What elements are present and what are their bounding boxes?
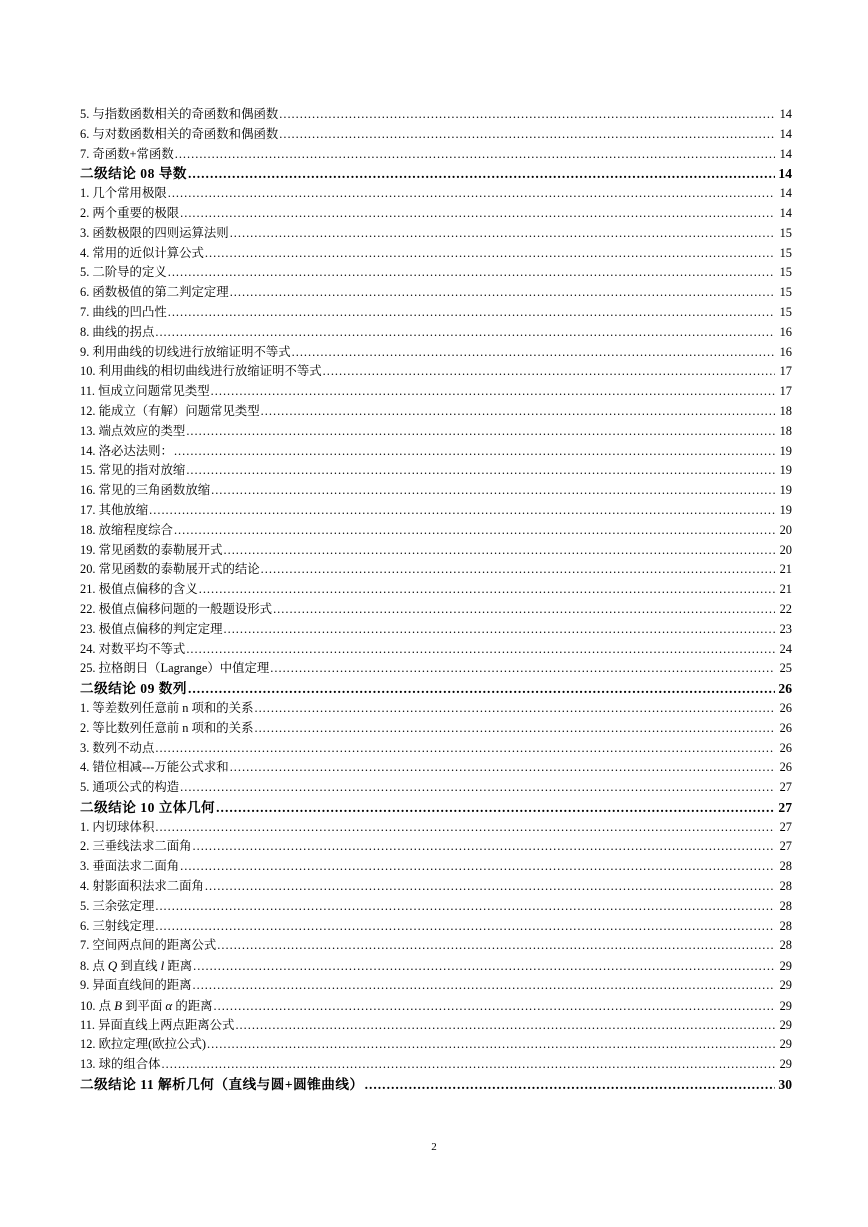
toc-entry[interactable] [80, 659, 792, 679]
dot-leader [211, 382, 775, 402]
toc-entry-page: 19 [779, 502, 792, 517]
toc-entry-title: 5. 通项公式的构造 [80, 780, 180, 795]
dot-leader [186, 422, 775, 442]
toc-entry[interactable] [80, 402, 792, 422]
toc-entry-page: 27 [779, 839, 792, 854]
dot-leader [186, 461, 775, 481]
dot-leader [279, 105, 775, 125]
toc-entry[interactable] [80, 936, 792, 956]
toc-entry-title: 4. 射影面积法求二面角 [80, 879, 204, 894]
toc-entry[interactable] [80, 145, 792, 165]
toc-entry-page: 26 [779, 700, 792, 715]
dot-leader [235, 1016, 775, 1036]
dot-leader [193, 957, 775, 976]
toc-entry[interactable] [80, 837, 792, 857]
toc-entry-title [80, 996, 213, 1016]
toc-entry-title: 3. 垂面法求二面角 [80, 859, 180, 874]
toc-entry-page: 27 [778, 799, 792, 815]
dot-leader [149, 501, 775, 521]
toc-entry-page: 28 [779, 918, 792, 933]
dot-leader [217, 936, 775, 956]
toc-entry-title: 7. 曲线的凹凸性 [80, 304, 167, 319]
dot-leader [224, 620, 776, 640]
toc-entry-title: 1. 等差数列任意前 n 项和的关系 [80, 700, 254, 715]
toc-entry-page: 18 [779, 403, 792, 418]
toc-entry-page: 29 [779, 1057, 792, 1072]
dot-leader [155, 818, 775, 838]
dot-leader [205, 244, 775, 264]
toc-entry-title-part: 到平面 [122, 998, 166, 1013]
math-symbol: α [165, 997, 173, 1013]
toc-entry-page: 29 [779, 998, 792, 1013]
toc-entry-title: 2. 两个重要的极限 [80, 205, 180, 220]
toc-entry-page: 14 [779, 146, 792, 161]
dot-leader [155, 897, 775, 917]
toc-entry-title-part: 到直线 [117, 959, 161, 974]
toc-entry[interactable] [80, 739, 792, 759]
toc-entry[interactable] [80, 996, 792, 1016]
toc-entry-page: 20 [779, 542, 792, 557]
toc-entry-title: 4. 常用的近似计算公式 [80, 245, 204, 260]
toc-entry-title: 9. 利用曲线的切线进行放缩证明不等式 [80, 344, 291, 359]
toc-entry-title: 7. 奇函数+常函数 [80, 146, 174, 161]
toc-entry-title: 15. 常见的指对放缩 [80, 463, 186, 478]
dot-leader [207, 1035, 775, 1055]
toc-entry[interactable] [80, 481, 792, 501]
toc-entry-page: 26 [779, 740, 792, 755]
toc-entry[interactable] [80, 699, 792, 719]
toc-entry-title: 25. 拉格朗日（Lagrange）中值定理 [80, 661, 270, 676]
toc-entry-title: 4. 错位相减---万能公式求和 [80, 760, 229, 775]
toc-entry-page: 21 [779, 582, 792, 597]
dot-leader [155, 323, 775, 343]
toc-entry-title: 18. 放缩程度综合 [80, 522, 173, 537]
dot-leader [199, 580, 775, 600]
page-number: 2 [431, 1141, 437, 1153]
toc-entry[interactable] [80, 560, 792, 580]
toc-entry-page: 20 [779, 522, 792, 537]
toc-entry-title: 5. 三余弦定理 [80, 898, 155, 913]
dot-leader [188, 679, 775, 699]
toc-entry-title: 5. 二阶导的定义 [80, 265, 167, 280]
toc-entry-page: 15 [779, 285, 792, 300]
toc-entry-page: 26 [778, 681, 792, 697]
toc-entry-title: 6. 三射线定理 [80, 918, 155, 933]
toc-entry[interactable] [80, 580, 792, 600]
toc-entry-page: 29 [779, 1017, 792, 1032]
toc-chapter-entry[interactable] [80, 164, 792, 184]
toc-chapter-entry[interactable] [80, 1075, 792, 1095]
toc-entry[interactable] [80, 244, 792, 264]
dot-leader [180, 204, 775, 224]
toc-entry-title: 12. 能成立（有解）问题常见类型 [80, 403, 260, 418]
toc-entry-title: 1. 几个常用极限 [80, 186, 167, 201]
toc-entry-title: 11. 恒成立问题常见类型 [80, 384, 210, 399]
dot-leader [188, 164, 775, 184]
toc-entry-title: 9. 异面直线间的距离 [80, 978, 192, 993]
toc-entry-page: 22 [779, 601, 792, 616]
toc-entry[interactable] [80, 224, 792, 244]
toc-entry[interactable] [80, 541, 792, 561]
toc-entry-title: 6. 与对数函数相关的奇函数和偶函数 [80, 126, 279, 141]
dot-leader [230, 224, 775, 244]
toc-entry-page: 19 [779, 463, 792, 478]
toc-entry-title-part: 10. 点 [80, 998, 115, 1013]
toc-entry-title: 7. 空间两点间的距离公式 [80, 938, 217, 953]
toc-entry-page: 19 [779, 483, 792, 498]
toc-entry-title: 二级结论 09 数列 [80, 681, 187, 697]
toc-entry-page: 16 [779, 344, 792, 359]
toc-entry-page: 28 [779, 859, 792, 874]
toc-entry[interactable] [80, 1035, 792, 1055]
toc-entry[interactable] [80, 818, 792, 838]
toc-entry-title: 13. 端点效应的类型 [80, 423, 186, 438]
toc-entry[interactable] [80, 442, 792, 462]
toc-entry-page: 15 [779, 225, 792, 240]
toc-entry-page: 14 [778, 166, 792, 182]
dot-leader [273, 600, 775, 620]
toc-entry-title: 20. 常见函数的泰勒展开式的结论 [80, 562, 260, 577]
toc-entry-page: 29 [779, 959, 792, 974]
toc-entry-page: 25 [779, 661, 792, 676]
dot-leader [365, 1075, 775, 1095]
dot-leader [205, 877, 775, 897]
dot-leader [180, 778, 775, 798]
toc-entry-page: 15 [779, 265, 792, 280]
dot-leader [230, 283, 775, 303]
toc-entry-page: 15 [779, 245, 792, 260]
math-symbol: Q [107, 958, 118, 974]
toc-entry[interactable] [80, 917, 792, 937]
toc-entry-title: 17. 其他放缩 [80, 502, 149, 517]
toc-entry[interactable] [80, 382, 792, 402]
dot-leader [168, 263, 775, 283]
toc-entry-page: 26 [779, 760, 792, 775]
dot-leader [216, 798, 775, 818]
toc-entry[interactable] [80, 105, 792, 125]
toc-entry[interactable] [80, 956, 792, 976]
dot-leader [186, 640, 775, 660]
toc-entry-title [80, 956, 192, 976]
toc-entry-title: 12. 欧拉定理(欧拉公式) [80, 1037, 206, 1052]
toc-entry-page: 18 [779, 423, 792, 438]
toc-entry[interactable] [80, 897, 792, 917]
toc-entry-page: 14 [779, 205, 792, 220]
math-symbol: B [114, 997, 123, 1013]
toc-entry[interactable] [80, 778, 792, 798]
toc-entry-page: 28 [779, 938, 792, 953]
toc-entry[interactable] [80, 263, 792, 283]
toc-entry-page: 17 [779, 384, 792, 399]
toc-entry-title: 二级结论 10 立体几何 [80, 799, 216, 815]
toc-entry-title: 23. 极值点偏移的判定定理 [80, 621, 223, 636]
toc-entry-page: 21 [779, 562, 792, 577]
dot-leader [193, 976, 775, 996]
toc-chapter-entry[interactable] [80, 798, 792, 818]
toc-entry-title: 3. 函数极限的四则运算法则 [80, 225, 229, 240]
toc-entry-title: 13. 球的组合体 [80, 1057, 161, 1072]
toc-entry-page: 27 [779, 819, 792, 834]
toc-entry-title: 11. 异面直线上两点距离公式 [80, 1017, 235, 1032]
toc-entry-title: 1. 内切球体积 [80, 819, 155, 834]
toc-entry[interactable] [80, 600, 792, 620]
toc-entry[interactable] [80, 640, 792, 660]
dot-leader [162, 1055, 775, 1075]
toc-entry-page: 29 [779, 978, 792, 993]
toc-entry-page: 17 [779, 364, 792, 379]
toc-entry-page: 16 [779, 324, 792, 339]
dot-leader [174, 442, 775, 462]
toc-entry-title: 22. 极值点偏移问题的一般题设形式 [80, 601, 273, 616]
toc-entry[interactable] [80, 343, 792, 363]
toc-entry-page: 14 [779, 126, 792, 141]
toc-entry[interactable] [80, 323, 792, 343]
toc-entry-page: 29 [779, 1037, 792, 1052]
toc-entry[interactable] [80, 719, 792, 739]
dot-leader [214, 997, 775, 1016]
toc-entry[interactable] [80, 976, 792, 996]
toc-entry[interactable] [80, 461, 792, 481]
dot-leader [155, 917, 775, 937]
math-symbol: l [160, 958, 165, 974]
dot-leader [180, 857, 775, 877]
dot-leader [254, 719, 775, 739]
toc-entry[interactable] [80, 620, 792, 640]
toc-entry-page: 27 [779, 780, 792, 795]
toc-entry[interactable] [80, 1055, 792, 1075]
toc-entry-page: 23 [779, 621, 792, 636]
toc-entry-page: 14 [779, 107, 792, 121]
toc-entry-title: 10. 利用曲线的相切曲线进行放缩证明不等式 [80, 364, 322, 379]
toc-entry-title-part: 的距离 [172, 998, 213, 1013]
dot-leader [155, 739, 775, 759]
toc-entry-title: 二级结论 08 导数 [80, 166, 187, 182]
dot-leader [193, 837, 775, 857]
toc-entry-title: 21. 极值点偏移的含义 [80, 582, 198, 597]
toc-entry-page: 28 [779, 898, 792, 913]
toc-entry[interactable] [80, 362, 792, 382]
dot-leader [292, 343, 775, 363]
toc-entry-title: 2. 三垂线法求二面角 [80, 839, 192, 854]
toc-entry-page: 14 [779, 186, 792, 201]
toc-entry-title: 3. 数列不动点 [80, 740, 155, 755]
toc-entry-page: 15 [779, 304, 792, 319]
dot-leader [168, 184, 775, 204]
dot-leader [230, 758, 775, 778]
toc-chapter-entry[interactable] [80, 679, 792, 699]
toc-entry-title: 8. 曲线的拐点 [80, 324, 155, 339]
toc-entry[interactable] [80, 1016, 792, 1036]
toc-entry[interactable] [80, 204, 792, 224]
toc-entry[interactable] [80, 303, 792, 323]
toc-entry-title: 二级结论 11 解析几何（直线与圆+圆锥曲线） [80, 1077, 364, 1093]
toc-entry-page: 24 [779, 641, 792, 656]
dot-leader [270, 659, 775, 679]
toc-entry-title: 5. 与指数函数相关的奇函数和偶函数 [80, 107, 279, 121]
toc-entry-title: 2. 等比数列任意前 n 项和的关系 [80, 720, 254, 735]
toc-entry[interactable] [80, 283, 792, 303]
toc-entry[interactable] [80, 877, 792, 897]
toc-entry-title-part: 8. 点 [80, 959, 108, 974]
dot-leader [279, 125, 775, 145]
toc-entry-title: 24. 对数平均不等式 [80, 641, 186, 656]
dot-leader [168, 303, 775, 323]
toc-entry[interactable] [80, 857, 792, 877]
toc-entry-title: 6. 函数极值的第二判定定理 [80, 285, 229, 300]
toc-entry-title: 16. 常见的三角函数放缩 [80, 483, 211, 498]
dot-leader [261, 402, 775, 422]
dot-leader [323, 362, 775, 382]
toc-entry-title: 19. 常见函数的泰勒展开式 [80, 542, 223, 557]
toc-entry-page: 19 [779, 443, 792, 458]
toc-entry[interactable] [80, 422, 792, 442]
toc-entry[interactable] [80, 521, 792, 541]
dot-leader [261, 560, 775, 580]
dot-leader [254, 699, 775, 719]
toc-entry-title-part: 距离 [164, 959, 193, 974]
toc-entry-page: 26 [779, 720, 792, 735]
dot-leader [211, 481, 775, 501]
table-of-contents [80, 105, 792, 1095]
dot-leader [174, 521, 775, 541]
dot-leader [224, 541, 776, 561]
toc-entry-page: 28 [779, 879, 792, 894]
toc-entry[interactable] [80, 125, 792, 145]
dot-leader [175, 145, 775, 165]
toc-entry-title: 14. 洛必达法则： [80, 443, 173, 458]
toc-entry[interactable] [80, 184, 792, 204]
toc-entry-page: 30 [778, 1077, 792, 1093]
toc-entry[interactable] [80, 758, 792, 778]
toc-entry[interactable] [80, 501, 792, 521]
